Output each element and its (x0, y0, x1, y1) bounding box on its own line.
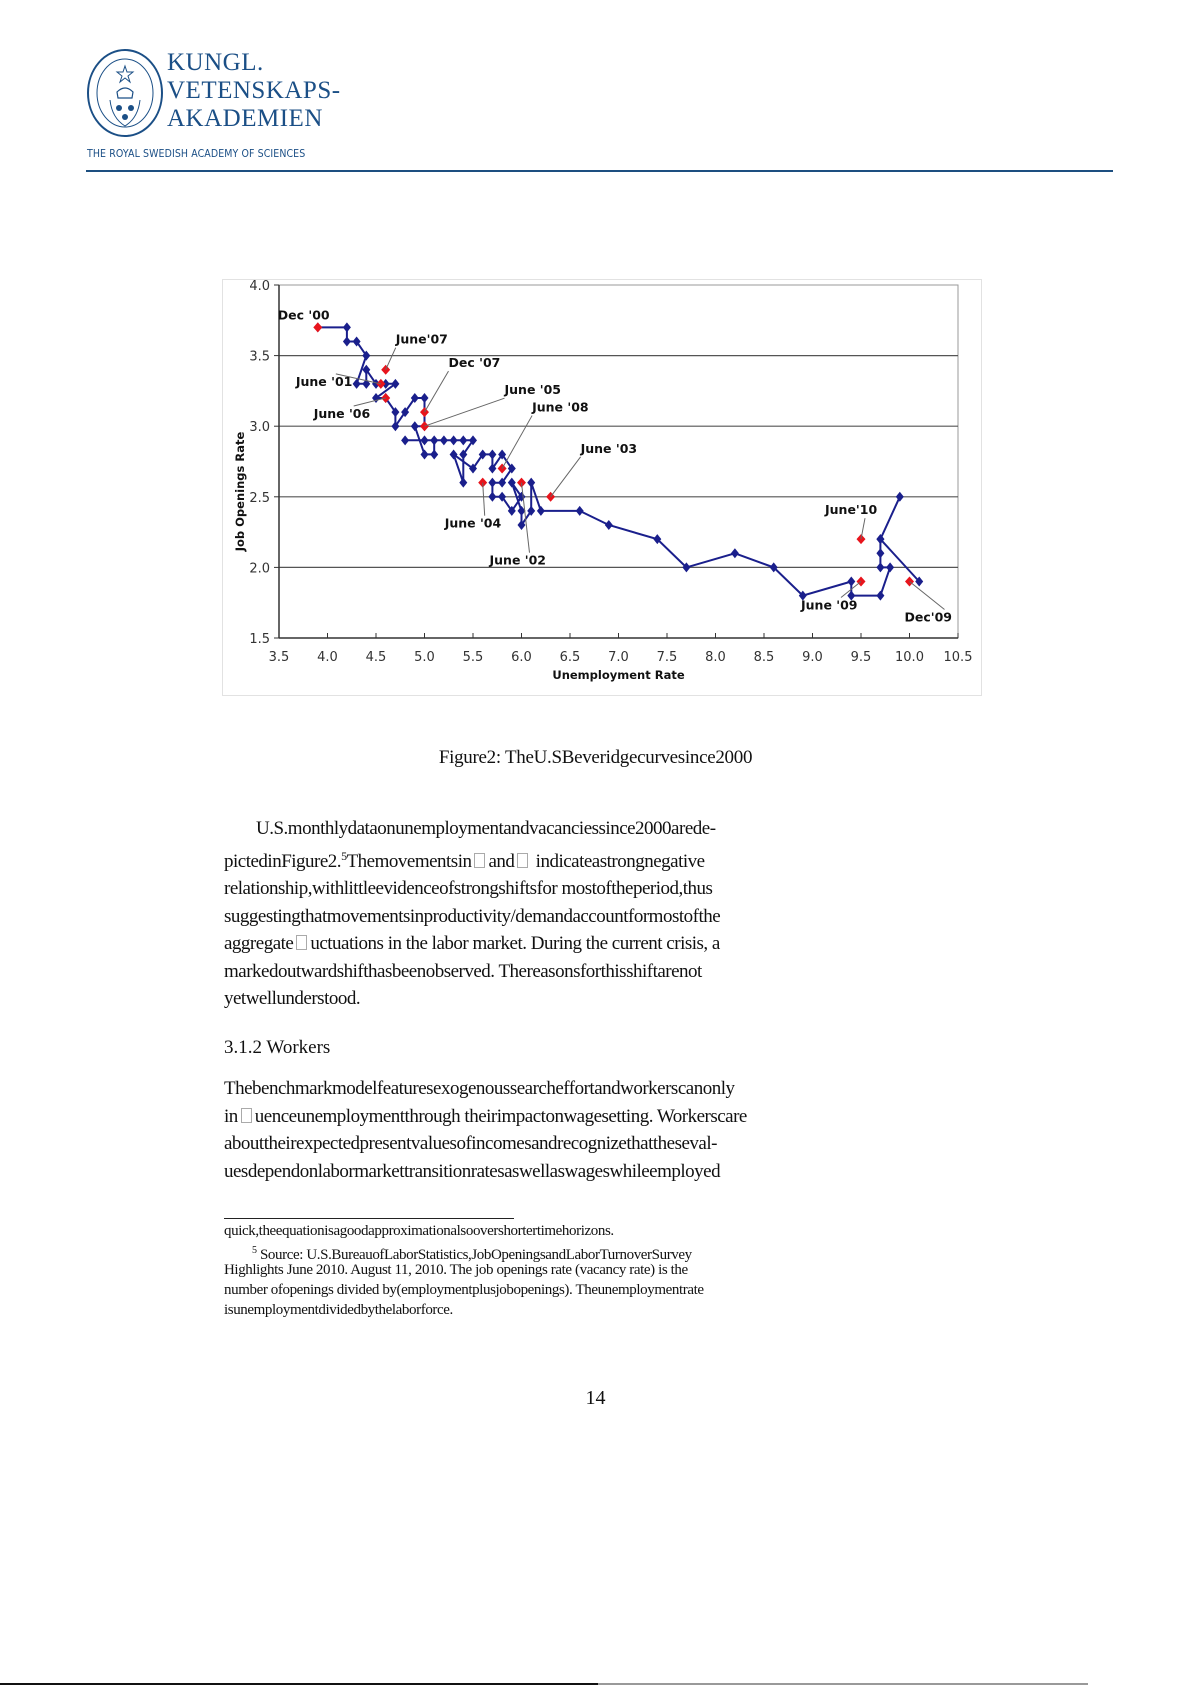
x-tick-label: 10.5 (943, 650, 973, 665)
text-run: in (224, 1105, 238, 1127)
logo-subtitle: THE ROYAL SWEDISH ACADEMY OF SCIENCES (87, 148, 306, 160)
point-label: Dec '00 (277, 307, 330, 323)
para2-line (224, 1103, 864, 1131)
section-heading: 3.1.2 Workers (224, 1037, 331, 1058)
missing-glyph-icon (517, 853, 528, 868)
data-point (343, 336, 351, 346)
footnote-5-line: isunemploymentdividedbythelaborforce. (224, 1302, 453, 1318)
x-tick-label: 8.0 (705, 650, 726, 665)
x-tick-label: 7.5 (656, 650, 678, 665)
missing-glyph-icon (474, 853, 485, 868)
data-point (421, 449, 429, 459)
data-point (886, 562, 894, 572)
para1-line: relationship,withlittleevidenceofstrongshiftsfor mostoftheperiod,thus (224, 878, 713, 899)
logo-line-1: KUNGL. (167, 49, 264, 76)
para2-line: Thebenchmarkmodelfeaturesexogenoussearcheffortandworkerscanonly (224, 1078, 735, 1099)
x-tick-label: 5.0 (414, 650, 435, 665)
footnote-ref-5[interactable]: 5 (341, 848, 347, 863)
para1-line: markedoutwardshifthasbeenobserved. Thereasonsforthisshiftarenot (224, 960, 702, 982)
footnote-5-line: number ofopenings divided by(employmentplusjobopenings). Theunemploymentrate (224, 1282, 704, 1298)
y-tick-label: 3.5 (249, 349, 270, 365)
para1-line (224, 843, 864, 876)
beveridge-curve-chart (222, 279, 982, 696)
label-leader-line (354, 398, 386, 406)
point-label: Dec '07 (448, 355, 501, 371)
highlight-point (857, 534, 866, 544)
point-label: June '09 (801, 597, 858, 613)
label-leader-line (425, 398, 505, 426)
data-point (430, 449, 438, 459)
data-point (440, 435, 448, 445)
page-number: 14 (585, 1387, 606, 1409)
data-point (527, 478, 535, 488)
footnote-continuation: quick,theequationisagoodapproximationalsoovershortertimehorizons. (224, 1223, 614, 1239)
text-run: uenceunemploymentthrough theirimpactonwagesetting. Workerscare (254, 1105, 747, 1127)
label-leader-line (910, 582, 945, 610)
data-point (731, 548, 739, 558)
label-leader-line (425, 371, 449, 412)
text-run: and (488, 850, 515, 872)
point-label: June '02 (489, 552, 547, 568)
point-label: June '01 (295, 373, 353, 389)
x-tick-label: 9.5 (850, 650, 872, 665)
point-label: June'10 (825, 502, 878, 518)
text-run: indicateastrongnegative (535, 850, 705, 872)
series-line (318, 327, 919, 595)
data-point (876, 548, 884, 558)
para2-line: uesdependonlabormarkettransitionratesaswellaswageswhileemployed (224, 1160, 721, 1182)
data-point (459, 478, 467, 488)
data-point (896, 492, 904, 502)
data-point (450, 449, 458, 459)
text-run: Source: U.S.BureauofLaborStatistics,JobOpeningsandLaborTurnoverSurvey (259, 1247, 692, 1263)
figure-caption: Figure2: TheU.SBeveridgecurvesince2000 (438, 747, 753, 768)
data-point (488, 449, 496, 459)
para1-line (224, 930, 864, 958)
data-point (401, 435, 409, 445)
footnote-divider (224, 1218, 514, 1219)
data-point (343, 322, 351, 332)
point-label: June '05 (504, 382, 562, 398)
y-tick-label: 1.5 (249, 632, 270, 647)
data-point (391, 379, 399, 389)
label-leader-line (861, 518, 865, 539)
y-tick-label: 3.0 (249, 420, 270, 436)
data-point (576, 506, 584, 516)
data-point (459, 435, 467, 445)
x-tick-label: 4.5 (365, 650, 387, 665)
point-label: June '08 (532, 399, 589, 415)
x-tick-label: 7.0 (608, 650, 629, 665)
x-tick-label: 10.0 (895, 650, 924, 665)
footnote-5-line: Highlights June 2010. August 11, 2010. The job openings rate (vacancy rate) is the (224, 1262, 688, 1278)
data-point (353, 379, 361, 389)
label-leader-line (522, 483, 530, 553)
missing-glyph-icon (296, 935, 307, 950)
label-leader-line (551, 457, 581, 497)
highlight-point (420, 421, 429, 431)
data-point (847, 577, 855, 587)
data-point (430, 435, 438, 445)
data-point (605, 520, 613, 530)
header-divider (86, 170, 1113, 172)
data-point (421, 393, 429, 403)
point-label: June '06 (313, 405, 371, 421)
x-tick-label: 6.5 (559, 650, 581, 665)
highlight-point (313, 322, 322, 332)
label-leader-line (386, 348, 396, 370)
x-tick-label: 8.5 (753, 650, 775, 665)
data-point (450, 435, 458, 445)
paragraph-1 (224, 815, 864, 1013)
x-tick-label: 9.0 (802, 650, 823, 665)
x-tick-label: 4.0 (317, 650, 338, 665)
text-run: aggregate (224, 933, 294, 954)
point-label: June '04 (444, 515, 502, 531)
point-label: June '03 (580, 440, 638, 456)
y-axis-label: Job Openings Rate (233, 431, 247, 552)
y-tick-label: 4.0 (249, 279, 270, 294)
para2-line: abouttheirexpectedpresentvaluesofincomesandrecognizethattheseval- (224, 1133, 717, 1154)
data-point (876, 591, 884, 601)
x-tick-label: 3.5 (268, 650, 290, 665)
data-point (488, 492, 496, 502)
text-run: Themovementsin (346, 850, 472, 872)
para1-line: yetwellunderstood. (224, 988, 361, 1009)
data-point (876, 562, 884, 572)
text-run: pictedinFigure2. (224, 850, 342, 872)
x-tick-label: 5.5 (462, 650, 484, 665)
missing-glyph-icon (241, 1108, 252, 1123)
x-tick-label: 6.0 (511, 650, 532, 665)
data-point (488, 478, 496, 488)
label-leader-line (483, 483, 485, 516)
paragraph-2 (224, 1075, 864, 1185)
para1-line: U.S.monthlydataonunemploymentandvacanciessince2000arede- (256, 818, 716, 839)
logo-line-3: AKADEMIEN (167, 105, 323, 132)
footnote-5-mark: 5 (252, 1245, 257, 1256)
data-point (411, 421, 419, 431)
label-leader-line (502, 416, 532, 469)
logo-line-2: VETENSKAPS- (167, 77, 341, 104)
y-tick-label: 2.5 (249, 490, 270, 506)
y-tick-label: 2.0 (249, 561, 270, 577)
text-run: uctuations in the labor market. During the current crisis, a (310, 933, 720, 954)
point-label: June'07 (395, 331, 448, 347)
highlight-point (420, 407, 429, 417)
data-point (537, 506, 545, 516)
x-axis-label: Unemployment Rate (552, 668, 685, 682)
point-label: Dec'09 (904, 609, 952, 625)
para1-line: suggestingthatmovementsinproductivity/demandaccountformostofthe (224, 905, 721, 927)
academy-seal-icon (86, 48, 164, 138)
